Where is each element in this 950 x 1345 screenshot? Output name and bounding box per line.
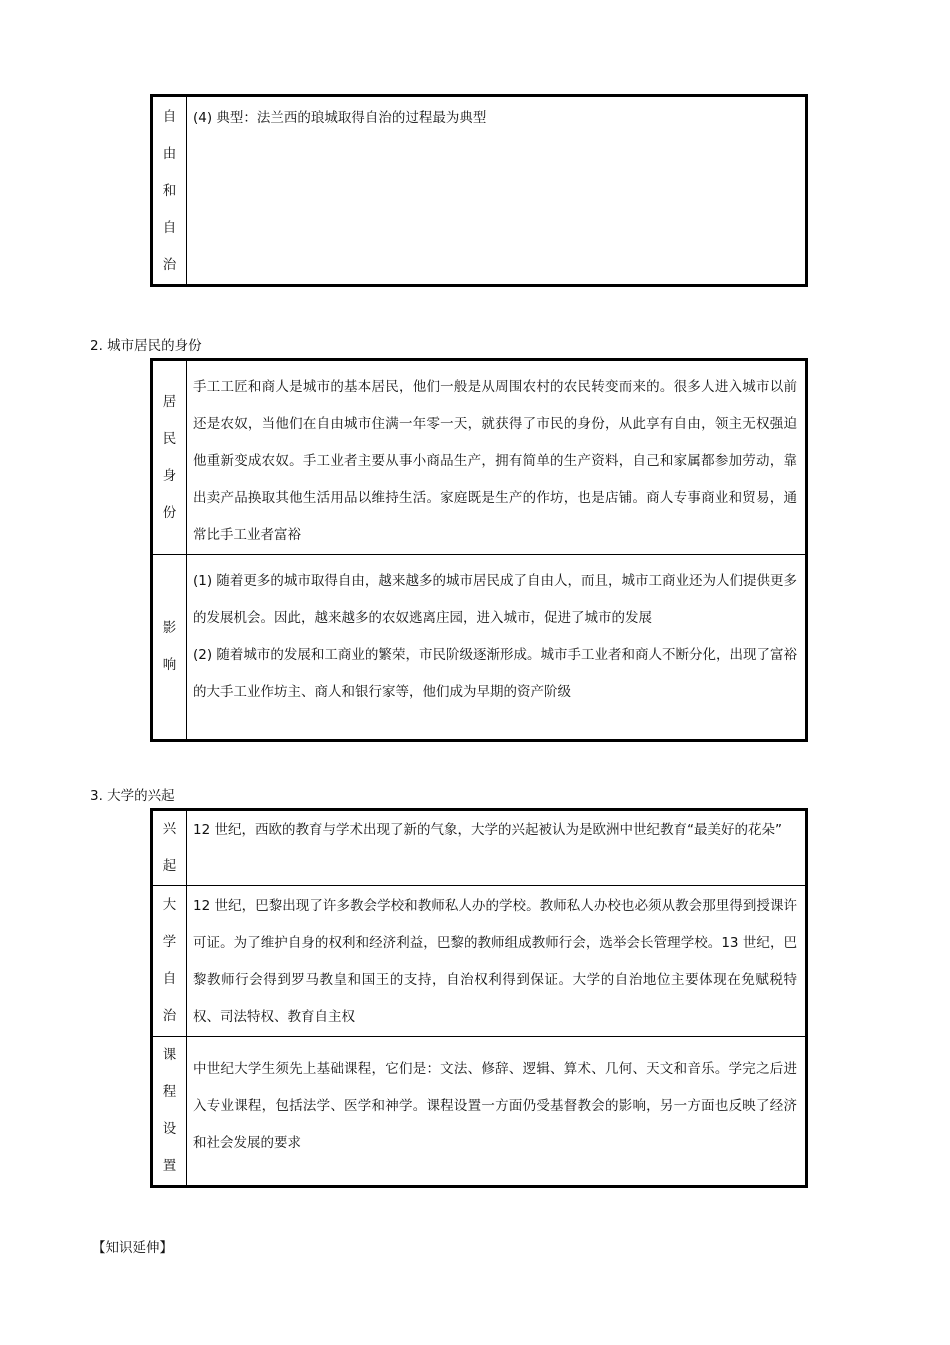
label-char: 程 <box>162 1084 177 1100</box>
label-char: 和 <box>162 183 177 199</box>
table-row <box>152 360 807 555</box>
label-char: 治 <box>162 257 177 273</box>
label-char: 响 <box>162 657 177 673</box>
label-char: 民 <box>162 430 177 447</box>
label-char: 自 <box>162 971 177 987</box>
label-char: 课 <box>162 1047 177 1063</box>
table-row <box>152 1037 807 1187</box>
label-char: 份 <box>162 504 177 521</box>
label-char: 自 <box>162 109 177 125</box>
label-char: 大 <box>162 897 177 913</box>
table-row <box>152 555 807 741</box>
section-heading: 3. 大学的兴起 <box>90 788 175 804</box>
label-char: 起 <box>162 858 177 874</box>
row-content <box>187 810 807 886</box>
label-char: 自 <box>162 220 177 236</box>
row-content <box>187 360 807 555</box>
content-paragraph: (4) 典型：法兰西的琅城取得自治的过程最为典型 <box>193 110 487 126</box>
table-freedom-autonomy <box>150 94 808 287</box>
content-paragraph: (1) 随着更多的城市取得自由，越来越多的城市居民成了自由人，而且，城市工商业还为人们提供更多的发展机会。因此，越来越多的农奴逃离庄园，进入城市，促进了城市的发展 <box>193 573 797 626</box>
table <box>150 94 808 287</box>
content-paragraph: 12 世纪，巴黎出现了许多教会学校和教师私人办的学校。教师私人办校也必须从教会那里得到授课许可证。为了维护自身的权利和经济利益，巴黎的教师组成教师行会，选举会长管理学校。13 世纪，巴黎教师行会得到罗马教皇和国王的支持，自治权利得到保证。大学的自治地位主要体现在免赋税特权、司法特权、教育自主权 <box>193 898 797 1025</box>
row-content <box>187 886 807 1037</box>
label-char: 由 <box>162 146 177 162</box>
row-label <box>152 360 187 555</box>
row-label <box>152 555 187 741</box>
content-paragraph: 中世纪大学生须先上基础课程，它们是：文法、修辞、逻辑、算术、几何、天文和音乐。学完之后进入专业课程，包括法学、医学和神学。课程设置一方面仍受基督教会的影响，另一方面也反映了经济和社会发展的要求 <box>193 1061 797 1151</box>
row-content <box>187 96 807 286</box>
row-label <box>152 1037 187 1187</box>
label-char: 居 <box>162 393 177 410</box>
content-paragraph: 手工工匠和商人是城市的基本居民，他们一般是从周围农村的农民转变而来的。很多人进入城市以前还是农奴，当他们在自由城市住满一年零一天，就获得了市民的身份，从此享有自由，领主无权强迫他重新变成农奴。手工业者主要从事小商品生产，拥有简单的生产资料，自己和家属都参加劳动，靠出卖产品换取其他生活用品以维持生活。家庭既是生产的作坊，也是店铺。商人专事商业和贸易，通常比手工业者富裕 <box>193 379 797 543</box>
table <box>150 808 808 1188</box>
label-char: 置 <box>162 1158 177 1174</box>
row-content <box>187 1037 807 1187</box>
knowledge-extension-heading: 【知识延伸】 <box>92 1240 173 1256</box>
table-resident-identity <box>150 358 808 742</box>
label-char: 设 <box>162 1121 177 1137</box>
label-char: 身 <box>162 467 177 484</box>
row-label <box>152 886 187 1037</box>
table <box>150 358 808 742</box>
content-paragraph: 12 世纪，西欧的教育与学术出现了新的气象，大学的兴起被认为是欧洲中世纪教育“最美好的花朵” <box>193 822 782 838</box>
label-char: 治 <box>162 1008 177 1024</box>
table-row <box>152 96 807 286</box>
row-label <box>152 96 187 286</box>
label-char: 影 <box>162 620 177 636</box>
label-char: 学 <box>162 934 177 950</box>
row-content <box>187 555 807 741</box>
table-row <box>152 886 807 1037</box>
row-label <box>152 810 187 886</box>
content-paragraph: (2) 随着城市的发展和工商业的繁荣，市民阶级逐渐形成。城市手工业者和商人不断分化，出现了富裕的大手工业作坊主、商人和银行家等，他们成为早期的资产阶级 <box>193 647 797 700</box>
table-row <box>152 810 807 886</box>
table-university-rise <box>150 808 808 1188</box>
label-char: 兴 <box>162 821 177 837</box>
section-heading: 2. 城市居民的身份 <box>90 338 202 354</box>
